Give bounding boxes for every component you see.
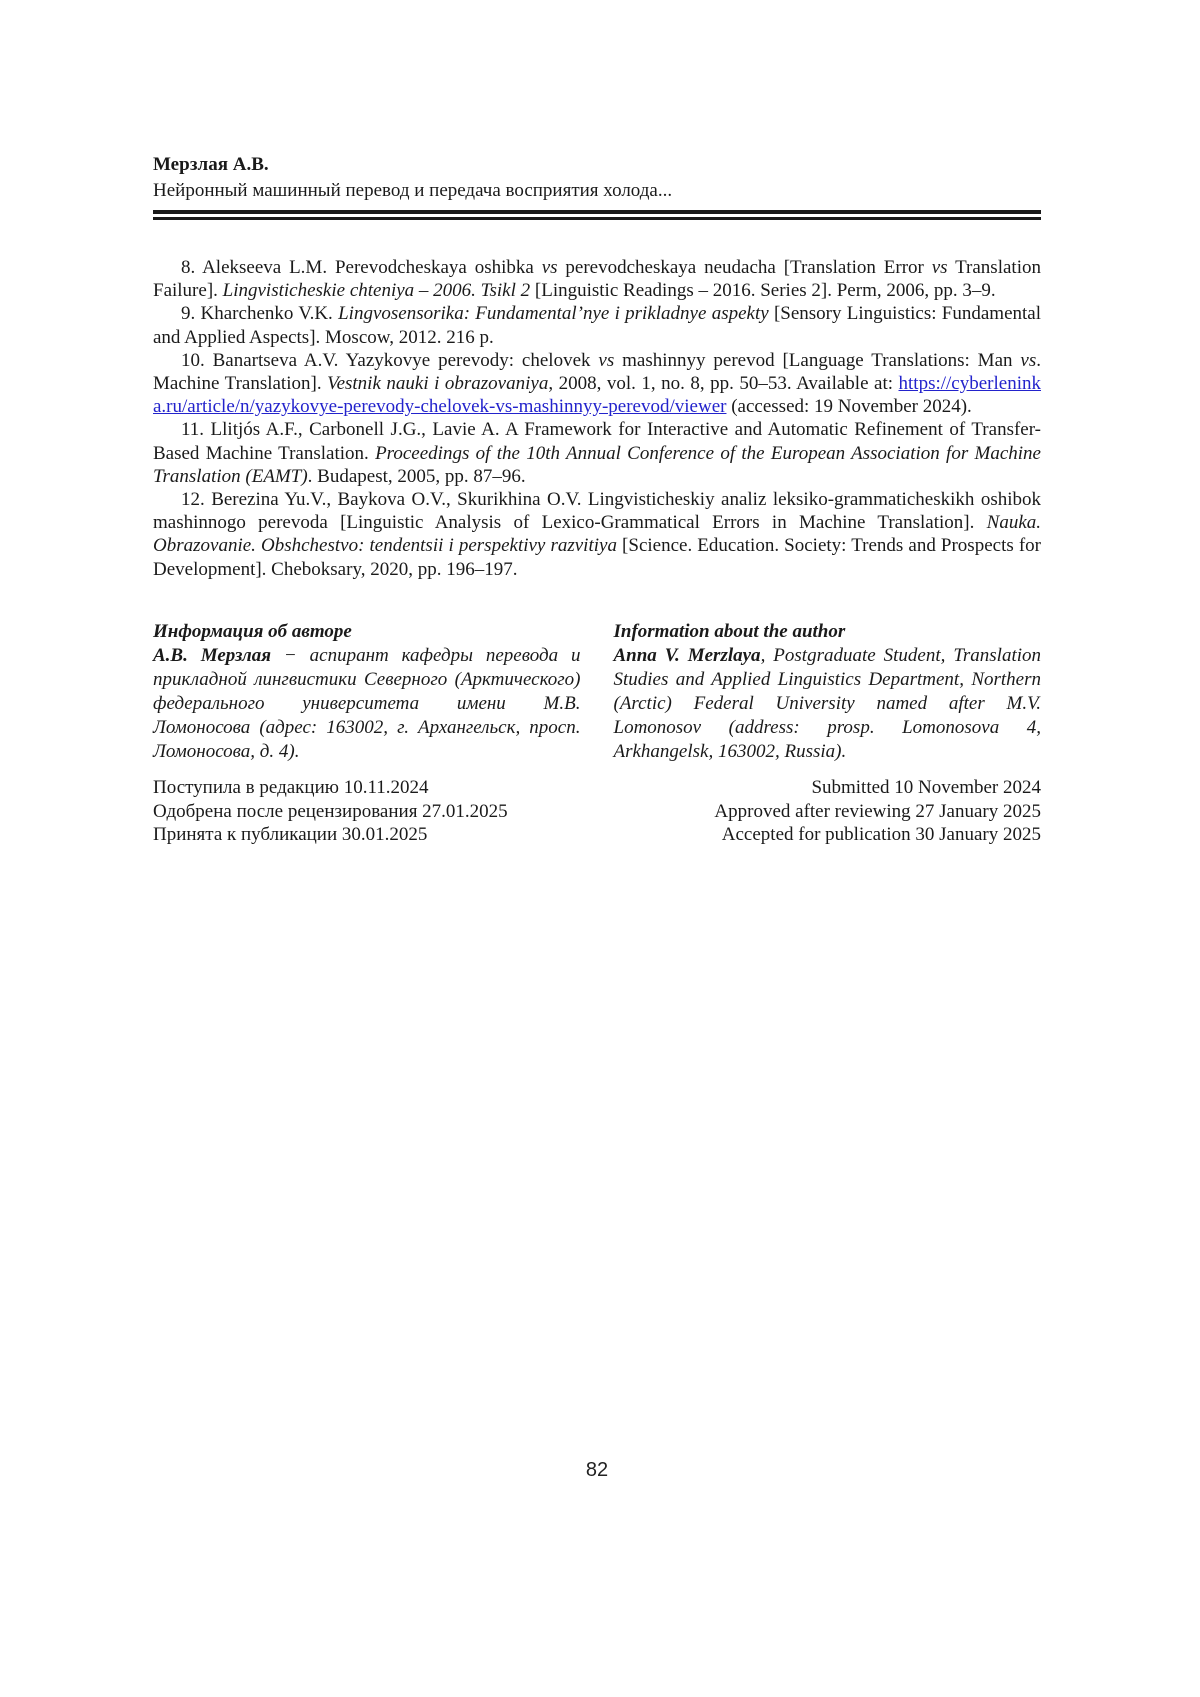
text-run: Lingvosensorika: Fundamental’nye i prikladnye aspekty xyxy=(338,303,769,325)
date-submitted-en: Submitted 10 November 2024 xyxy=(811,777,1041,798)
date-approved-ru: Одобрена после рецензирования 27.01.2025 xyxy=(153,800,508,822)
text-run: Vestnik nauki i obrazovaniya xyxy=(327,373,549,395)
text-run: [Science. Education. Society: Trends and Prospects for Development]. Cheboksary, 2020, pp. 196–197. xyxy=(153,535,1041,580)
text-run: Lingvisticheskie chteniya – 2006. Tsikl 2 xyxy=(222,280,531,302)
author-info-heading-ru: Информация об авторе xyxy=(153,621,352,642)
text-run: 11. Llitjós A.F., Carbonell J.G., Lavie A. A Framework for Interactive and Automatic Refinement of Transfer-Based Machine Translation. xyxy=(153,419,1041,464)
text-run: [Sensory Linguistics: Fundamental and Applied Aspects]. Moscow, 2012. 216 p. xyxy=(153,303,1041,348)
reference-url-link[interactable]: https://cyberleninka.ru/article/n/yazykovye-perevody-chelovek-vs-mashinnyy-perevod/viewer xyxy=(153,373,1041,418)
reference-item xyxy=(153,418,1041,488)
submission-dates-russian xyxy=(153,776,581,847)
text-run: Translation Failure]. xyxy=(153,257,1041,302)
text-run: − аспирант кафедры перевода и прикладной лингвистики Северного (Арктического) федерального университета имени М.В. Ломоносова (адрес: 163002, г. Архангельск, просп. Ломоносова, д. 4). xyxy=(153,645,581,762)
submission-dates-section xyxy=(153,776,1041,847)
reference-item xyxy=(153,256,1041,302)
text-run: vs xyxy=(931,257,948,278)
date-accepted-ru: Принята к публикации 30.01.2025 xyxy=(153,824,428,845)
references-list xyxy=(153,256,1041,581)
author-info-text-en xyxy=(614,644,1042,764)
date-submitted-ru: Поступила в редакцию 10.11.2024 xyxy=(153,777,429,798)
text-run: 8. Alekseeva L.M. Perevodcheskaya oshibka xyxy=(181,257,542,278)
reference-item xyxy=(153,302,1041,348)
page-number: 82 xyxy=(585,1459,609,1481)
reference-item xyxy=(153,488,1041,581)
date-approved-en: Approved after reviewing 27 January 2025 xyxy=(714,800,1041,822)
page-footer xyxy=(153,1459,1041,1481)
author-info-english xyxy=(614,620,1042,764)
text-run: . Machine Translation]. xyxy=(153,349,1041,395)
author-info-russian xyxy=(153,620,581,764)
text-run: vs xyxy=(598,349,615,371)
running-header-author: Мерзлая А.В. xyxy=(153,154,269,175)
text-run: , 2008, vol. 1, no. 8, pp. 50–53. Available at: xyxy=(548,373,899,395)
text-run: , Postgraduate Student, Translation Studies and Applied Linguistics Department, Northern (Arctic) Federal University named after M.V. Lomonosov (address: prosp. Lomonosova 4, Arkhangelsk, 163002, Russia). xyxy=(613,645,1041,762)
text-run: mashinnyy perevod [Language Translations: Man xyxy=(614,349,1021,371)
submission-dates-english xyxy=(614,776,1042,847)
reference-item xyxy=(153,349,1041,419)
text-run: vs xyxy=(541,257,558,278)
text-run: А.В. Мерзлая xyxy=(153,645,272,666)
text-run: 9. Kharchenko V.K. xyxy=(181,303,339,325)
author-info-text-ru xyxy=(153,644,581,764)
text-run: Proceedings of the 10th Annual Conference of the European Association for Machine Translation (EAMT) xyxy=(153,442,1041,487)
text-run: 10. Banartseva A.V. Yazykovye perevody: chelovek xyxy=(181,349,599,371)
author-info-heading-en: Information about the author xyxy=(613,621,846,642)
text-run: perevodcheskaya neudacha [Translation Error xyxy=(557,257,932,278)
text-run: . Budapest, 2005, pp. 87–96. xyxy=(307,465,526,487)
date-accepted-en: Accepted for publication 30 January 2025 xyxy=(721,824,1041,845)
text-run: vs xyxy=(1020,349,1037,371)
running-header-title: Нейронный машинный перевод и передача восприятия холода... xyxy=(153,180,673,201)
header-double-rule xyxy=(153,210,1041,220)
author-info-section xyxy=(153,620,1041,764)
text-run: Anna V. Merzlaya xyxy=(613,645,761,666)
text-run: 12. Berezina Yu.V., Baykova O.V., Skurikhina O.V. Lingvisticheskiy analiz leksiko-grammaticheskikh oshibok mashinnogo perevoda [Linguistic Analysis of Lexico-Grammatical Errors in Machine Translation]. xyxy=(153,489,1041,534)
text-run: Nauka. Obrazovanie. Obshchestvo: tendentsii i perspektivy razvitiya xyxy=(153,512,1041,557)
text-run: (accessed: 19 November 2024). xyxy=(726,396,972,418)
text-run: [Linguistic Readings – 2016. Series 2]. Perm, 2006, pp. 3–9. xyxy=(530,280,996,302)
running-header xyxy=(153,152,1041,220)
